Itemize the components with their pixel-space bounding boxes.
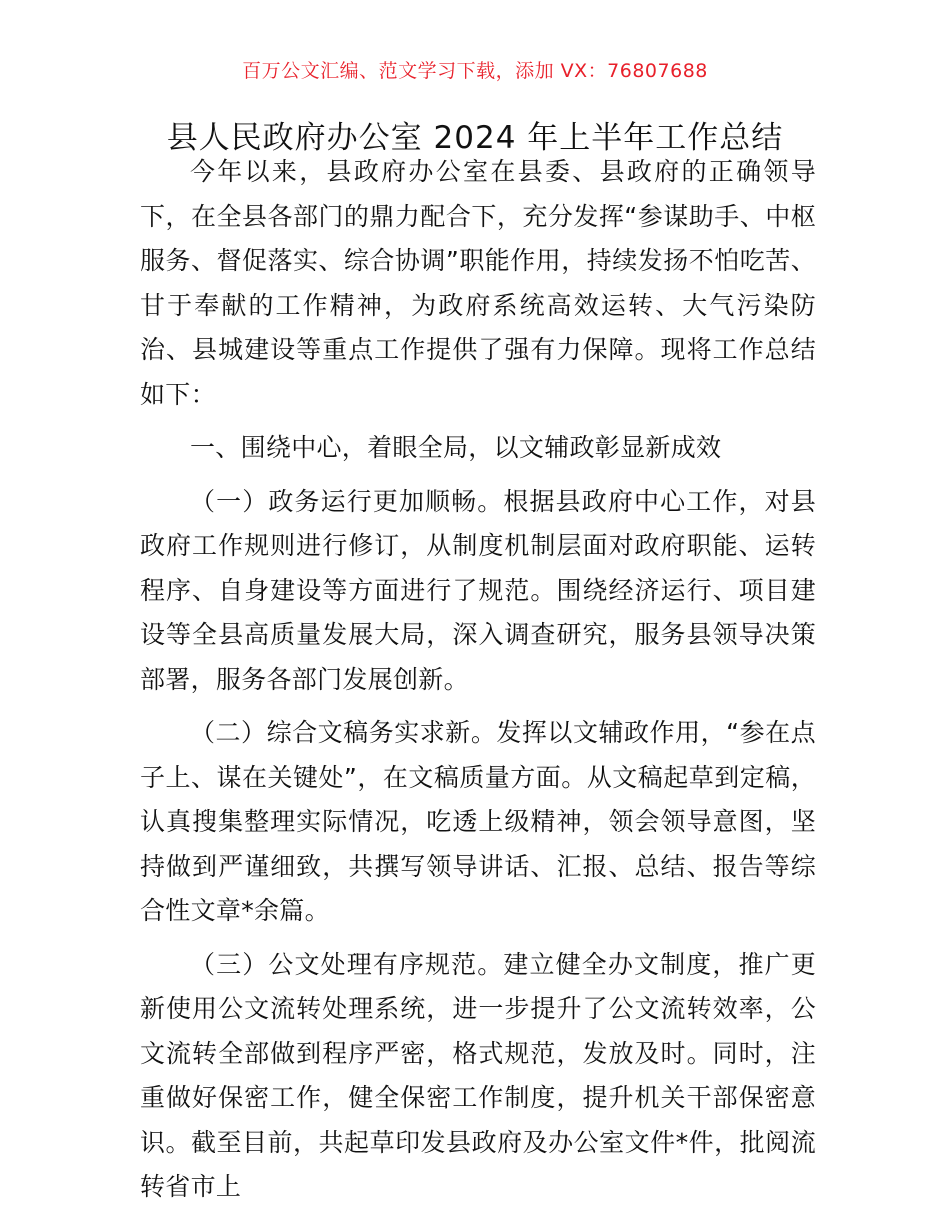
download-notice: 百万公文汇编、范文学习下载，添加 VX：76807688 <box>242 60 708 82</box>
paragraph-item-2: （二）综合文稿务实求新。发挥以文辅政作用，“参在点子上、谋在关键处”，在文稿质量方面。从文稿起草到定稿，认真搜集整理实际情况，吃透上级精神，领会领导意图，坚持做到严谨细致，共撰写领导讲话、汇报、总结、报告等综合性文章*余篇。 <box>140 718 816 925</box>
section-heading-1: 一、围绕中心，着眼全局，以文辅政彰显新成效 <box>190 433 722 462</box>
intro-paragraph: 今年以来，县政府办公室在县委、县政府的正确领导下，在全县各部门的鼎力配合下，充分发挥“参谋助手、中枢服务、督促落实、综合协调”职能作用，持续发扬不怕吃苦、甘于奉献的工作精神，为政府系统高效运转、大气污染防治、县城建设等重点工作提供了强有力保障。现将工作总结如下： <box>140 157 816 409</box>
paragraph-item-3: （三）公文处理有序规范。建立健全办文制度，推广更新使用公文流转处理系统，进一步提升了公文流转效率，公文流转全部做到程序严密，格式规范，发放及时。同时，注重做好保密工作，健全保密工作制度，提升机关干部保密意识。截至目前，共起草印发县政府及办公室文件*件，批阅流转省市上 <box>140 949 816 1201</box>
document-body <box>140 150 816 1219</box>
paragraph-item-1: （一）政务运行更加顺畅。根据县政府中心工作，对县政府工作规则进行修订，从制度机制层面对政府职能、运转程序、自身建设等方面进行了规范。围绕经济运行、项目建设等全县高质量发展大局，深入调查研究，服务县领导决策部署，服务各部门发展创新。 <box>140 486 816 694</box>
document-title: 县人民政府办公室 2024 年上半年工作总结 <box>166 120 784 156</box>
